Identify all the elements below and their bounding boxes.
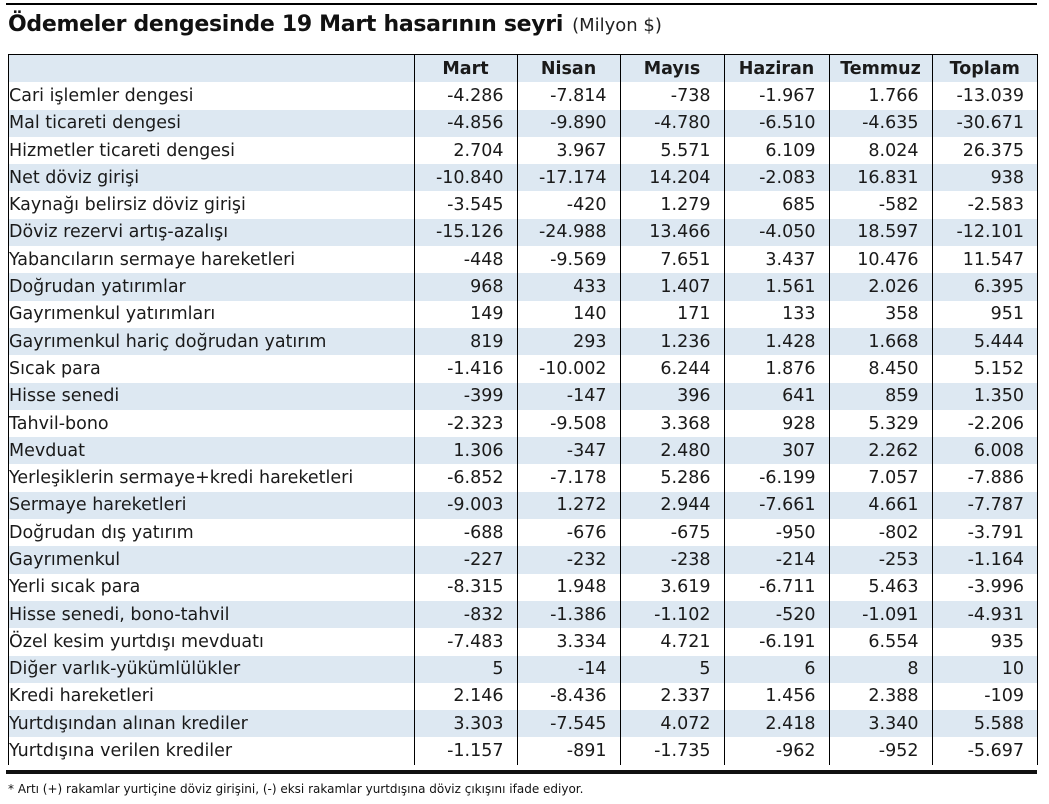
table-row (9, 410, 1037, 437)
value-cell: 6 (724, 656, 829, 683)
value-cell: -6.852 (414, 464, 517, 491)
value-cell: -109 (932, 683, 1037, 710)
table-row (9, 519, 1037, 546)
row-label: Yurtdışından alınan krediler (9, 710, 414, 737)
value-cell: 968 (414, 273, 517, 300)
row-label: Sıcak para (9, 358, 101, 379)
value-cell: -420 (517, 191, 620, 218)
value-cell: -399 (414, 383, 517, 410)
value-cell: 3.368 (620, 410, 724, 437)
value-cell: 6.554 (829, 628, 932, 655)
value-cell: -4.856 (414, 110, 517, 137)
value-cell: -10.002 (517, 355, 620, 382)
table-frame (8, 54, 1038, 765)
value-cell: -24.988 (517, 219, 620, 246)
value-cell: -2.083 (724, 164, 829, 191)
value-cell: -448 (414, 246, 517, 273)
row-label: Kredi hareketleri (9, 686, 154, 707)
value-cell: -227 (414, 546, 517, 573)
value-cell: -7.178 (517, 464, 620, 491)
value-cell: 433 (517, 273, 620, 300)
table-row (9, 383, 1037, 410)
column-header: Haziran (724, 55, 829, 82)
value-cell: 8.024 (829, 137, 932, 164)
value-cell: 938 (932, 164, 1037, 191)
value-cell: -30.671 (932, 110, 1037, 137)
footnote: * Artı (+) rakamlar yurtiçine döviz girişini, (-) eksi rakamlar yurtdışına döviz çıkışını ifade ediyor. (8, 782, 584, 796)
value-cell: 6.395 (932, 273, 1037, 300)
value-cell: -832 (414, 601, 517, 628)
header-empty (9, 55, 414, 82)
value-cell: -738 (620, 82, 724, 109)
value-cell: 5 (414, 656, 517, 683)
value-cell: -10.840 (414, 164, 517, 191)
value-cell: -253 (829, 546, 932, 573)
unit-label: (Milyon $) (572, 15, 662, 36)
value-cell: 5.588 (932, 710, 1037, 737)
value-cell: 3.334 (517, 628, 620, 655)
value-cell: 307 (724, 437, 829, 464)
value-cell: 1.306 (414, 437, 517, 464)
value-cell: -7.787 (932, 492, 1037, 519)
value-cell: -238 (620, 546, 724, 573)
value-cell: 2.944 (620, 492, 724, 519)
value-cell: 2.480 (620, 437, 724, 464)
row-label: Doğrudan yatırımlar (9, 273, 414, 300)
table-row (9, 628, 1037, 655)
value-cell: -2.583 (932, 191, 1037, 218)
column-header: Temmuz (829, 55, 932, 82)
row-label: Tahvil-bono (9, 413, 109, 434)
value-cell: -676 (517, 519, 620, 546)
value-cell: 133 (724, 301, 829, 328)
table-row (9, 683, 1037, 710)
value-cell: 1.272 (517, 492, 620, 519)
value-cell: 1.279 (620, 191, 724, 218)
table-row (9, 164, 1037, 191)
value-cell: 6.109 (724, 137, 829, 164)
table-row (9, 492, 1037, 519)
value-cell: -7.545 (517, 710, 620, 737)
column-header: Mart (414, 55, 517, 82)
value-cell: 5.463 (829, 574, 932, 601)
value-cell: -962 (724, 737, 829, 764)
value-cell: 2.146 (414, 683, 517, 710)
value-cell: -12.101 (932, 219, 1037, 246)
title-row (8, 12, 662, 48)
row-label: Hisse senedi (9, 383, 414, 410)
value-cell: -6.510 (724, 110, 829, 137)
value-cell: -9.569 (517, 246, 620, 273)
value-cell: -7.661 (724, 492, 829, 519)
value-cell: -4.635 (829, 110, 932, 137)
table-row (9, 546, 1037, 573)
row-label: Gayrımenkul (9, 546, 414, 573)
value-cell: -891 (517, 737, 620, 764)
value-cell: 928 (724, 410, 829, 437)
value-cell: -4.286 (414, 82, 517, 109)
value-cell: 819 (414, 328, 517, 355)
value-cell: -1.091 (829, 601, 932, 628)
value-cell: -952 (829, 737, 932, 764)
table-row (9, 574, 1037, 601)
column-header: Toplam (932, 55, 1037, 82)
table-row (9, 82, 1037, 109)
value-cell: -6.191 (724, 628, 829, 655)
table-row (9, 137, 1037, 164)
value-cell: 26.375 (932, 137, 1037, 164)
value-cell: 396 (620, 383, 724, 410)
row-label: Yerli sıcak para (9, 577, 141, 598)
value-cell: -17.174 (517, 164, 620, 191)
value-cell: 2.262 (829, 437, 932, 464)
table-row (9, 273, 1037, 300)
value-cell: 149 (414, 301, 517, 328)
value-cell: 6.008 (932, 437, 1037, 464)
value-cell: -9.508 (517, 410, 620, 437)
value-cell: 8 (829, 656, 932, 683)
value-cell: 8.450 (829, 355, 932, 382)
value-cell: 14.204 (620, 164, 724, 191)
column-header: Nisan (517, 55, 620, 82)
value-cell: -7.886 (932, 464, 1037, 491)
value-cell: -3.545 (414, 191, 517, 218)
value-cell: -688 (414, 519, 517, 546)
value-cell: -347 (517, 437, 620, 464)
value-cell: 935 (932, 628, 1037, 655)
value-cell: 1.668 (829, 328, 932, 355)
value-cell: 2.418 (724, 710, 829, 737)
value-cell: 641 (724, 383, 829, 410)
value-cell: -950 (724, 519, 829, 546)
value-cell: 18.597 (829, 219, 932, 246)
balance-of-payments-table (9, 55, 1037, 765)
value-cell: -9.003 (414, 492, 517, 519)
value-cell: 5.152 (932, 355, 1037, 382)
value-cell: -4.780 (620, 110, 724, 137)
row-label: Mal ticareti dengesi (9, 110, 414, 137)
value-cell: -1.386 (517, 601, 620, 628)
table-row (9, 219, 1037, 246)
value-cell: 13.466 (620, 219, 724, 246)
top-rule (6, 3, 1037, 5)
value-cell: -15.126 (414, 219, 517, 246)
value-cell: 1.428 (724, 328, 829, 355)
value-cell: 5 (620, 656, 724, 683)
table-row (9, 301, 1037, 328)
value-cell: 3.619 (620, 574, 724, 601)
row-label: Cari işlemler dengesi (9, 85, 194, 106)
value-cell: 1.236 (620, 328, 724, 355)
value-cell: 4.721 (620, 628, 724, 655)
table-row (9, 656, 1037, 683)
value-cell: 140 (517, 301, 620, 328)
value-cell: 4.072 (620, 710, 724, 737)
value-cell: -5.697 (932, 737, 1037, 764)
bottom-rule (6, 770, 1037, 774)
value-cell: -7.814 (517, 82, 620, 109)
row-label: Net döviz girişi (9, 164, 414, 191)
value-cell: 358 (829, 301, 932, 328)
value-cell: 7.651 (620, 246, 724, 273)
table-row (9, 246, 1037, 273)
row-label: Özel kesim yurtdışı mevduatı (9, 631, 264, 652)
value-cell: -6.711 (724, 574, 829, 601)
value-cell: 1.876 (724, 355, 829, 382)
value-cell: 293 (517, 328, 620, 355)
table-title: Ödemeler dengesinde 19 Mart hasarının seyri (8, 12, 564, 37)
value-cell: 2.026 (829, 273, 932, 300)
value-cell: 1.350 (932, 383, 1037, 410)
table-row (9, 710, 1037, 737)
value-cell: 16.831 (829, 164, 932, 191)
value-cell: 2.337 (620, 683, 724, 710)
value-cell: 6.244 (620, 355, 724, 382)
value-cell: -1.164 (932, 546, 1037, 573)
value-cell: 2.704 (414, 137, 517, 164)
value-cell: -14 (517, 656, 620, 683)
value-cell: -2.206 (932, 410, 1037, 437)
value-cell: 859 (829, 383, 932, 410)
row-label: Gayrımenkul yatırımları (9, 304, 216, 325)
table-row (9, 601, 1037, 628)
value-cell: 1.561 (724, 273, 829, 300)
value-cell: 3.303 (414, 710, 517, 737)
value-cell: -9.890 (517, 110, 620, 137)
value-cell: 5.329 (829, 410, 932, 437)
row-label: Hisse senedi, bono-tahvil (9, 601, 414, 628)
table-row (9, 437, 1037, 464)
value-cell: -7.483 (414, 628, 517, 655)
table-body (9, 82, 1037, 764)
value-cell: 5.444 (932, 328, 1037, 355)
value-cell: -582 (829, 191, 932, 218)
value-cell: 4.661 (829, 492, 932, 519)
value-cell: -1.735 (620, 737, 724, 764)
row-label: Hizmetler ticareti dengesi (9, 140, 236, 161)
table-row (9, 464, 1037, 491)
value-cell: -520 (724, 601, 829, 628)
value-cell: 3.340 (829, 710, 932, 737)
value-cell: 10 (932, 656, 1037, 683)
row-label: Yerleşiklerin sermaye+kredi hareketleri (9, 468, 354, 489)
value-cell: 10.476 (829, 246, 932, 273)
value-cell: -4.931 (932, 601, 1037, 628)
value-cell: 5.571 (620, 137, 724, 164)
value-cell: 2.388 (829, 683, 932, 710)
value-cell: -802 (829, 519, 932, 546)
value-cell: 7.057 (829, 464, 932, 491)
value-cell: -13.039 (932, 82, 1037, 109)
row-label: Doğrudan dış yatırım (9, 522, 194, 543)
value-cell: -147 (517, 383, 620, 410)
value-cell: -675 (620, 519, 724, 546)
value-cell: 1.456 (724, 683, 829, 710)
row-label: Yabancıların sermaye hareketleri (9, 249, 296, 270)
value-cell: -214 (724, 546, 829, 573)
value-cell: 3.967 (517, 137, 620, 164)
value-cell: -1.416 (414, 355, 517, 382)
table-row (9, 110, 1037, 137)
value-cell: -232 (517, 546, 620, 573)
row-label: Mevduat (9, 437, 414, 464)
table-row (9, 191, 1037, 218)
value-cell: 171 (620, 301, 724, 328)
row-label: Gayrımenkul hariç doğrudan yatırım (9, 328, 414, 355)
table-row (9, 355, 1037, 382)
table-row (9, 328, 1037, 355)
value-cell: 1.407 (620, 273, 724, 300)
row-label: Döviz rezervi artış-azalışı (9, 219, 414, 246)
value-cell: 3.437 (724, 246, 829, 273)
column-header: Mayıs (620, 55, 724, 82)
value-cell: -8.436 (517, 683, 620, 710)
value-cell: 1.948 (517, 574, 620, 601)
row-label: Diğer varlık-yükümlülükler (9, 656, 414, 683)
value-cell: 1.766 (829, 82, 932, 109)
row-label: Kaynağı belirsiz döviz girişi (9, 195, 246, 216)
value-cell: -4.050 (724, 219, 829, 246)
value-cell: -8.315 (414, 574, 517, 601)
value-cell: -1.102 (620, 601, 724, 628)
value-cell: -3.791 (932, 519, 1037, 546)
row-label: Sermaye hareketleri (9, 492, 414, 519)
value-cell: 5.286 (620, 464, 724, 491)
value-cell: -1.157 (414, 737, 517, 764)
header-row (9, 55, 1037, 82)
value-cell: -3.996 (932, 574, 1037, 601)
value-cell: -2.323 (414, 410, 517, 437)
value-cell: 11.547 (932, 246, 1037, 273)
value-cell: 951 (932, 301, 1037, 328)
value-cell: -1.967 (724, 82, 829, 109)
value-cell: 685 (724, 191, 829, 218)
table-row (9, 737, 1037, 764)
row-label: Yurtdışına verilen krediler (9, 741, 233, 762)
value-cell: -6.199 (724, 464, 829, 491)
